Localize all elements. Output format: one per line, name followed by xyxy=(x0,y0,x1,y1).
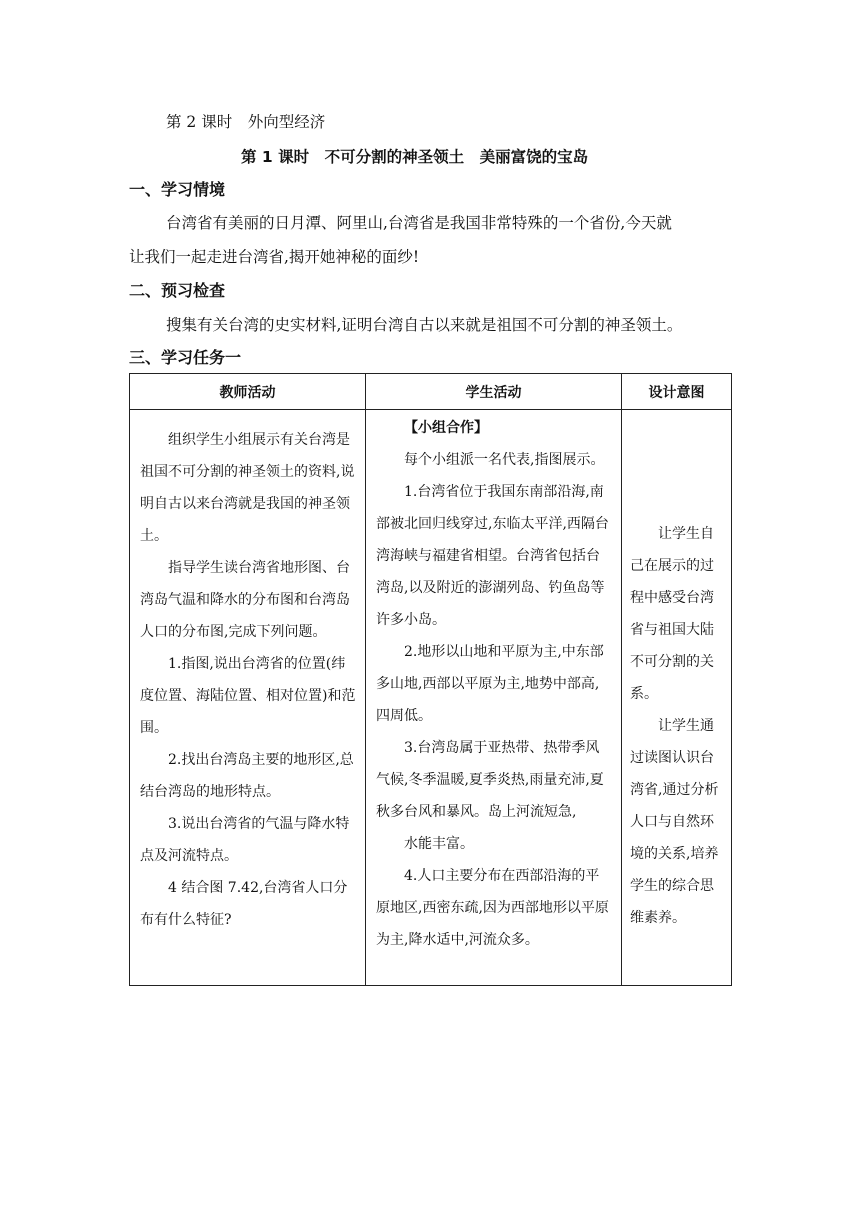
teacher-item: 3.说出台湾省的气温与降水特点及河流特点。 xyxy=(140,816,350,864)
teacher-item: 1.指图,说出台湾省的位置(纬度位置、海陆位置、相对位置)和范围。 xyxy=(140,656,356,736)
table-row xyxy=(130,410,732,986)
student-item: 每个小组派一名代表,指图展示。 xyxy=(404,452,605,468)
section1-paragraph-line2: 让我们一起走进台湾省,揭开她神秘的面纱! xyxy=(129,248,420,266)
student-item: 2.地形以山地和平原为主,中东部多山地,西部以平原为主,地势中部高,四周低。 xyxy=(376,644,604,724)
teacher-item: 2.找出台湾岛主要的地形区,总结台湾岛的地形特点。 xyxy=(140,752,354,800)
top-line: 第 2 课时 外向型经济 xyxy=(166,113,326,131)
teacher-item: 4 结合图 7.42,台湾省人口分布有什么特征? xyxy=(140,880,348,928)
section2-heading: 二、预习检查 xyxy=(129,281,226,300)
teacher-item: 组织学生小组展示有关台湾是祖国不可分割的神圣领土的资料,说明自古以来台湾就是我国的神圣领土。 xyxy=(140,432,355,544)
header-student: 学生活动 xyxy=(366,374,622,410)
teacher-item: 指导学生读台湾省地形图、台湾岛气温和降水的分布图和台湾岛人口的分布图,完成下列问题。 xyxy=(140,560,350,640)
student-item: 1.台湾省位于我国东南部沿海,南部被北回归线穿过,东临太平洋,西隔台湾海峡与福建省相望。台湾省包括台湾岛,以及附近的澎湖列岛、钓鱼岛等许多小岛。 xyxy=(376,484,609,628)
student-item: 4.人口主要分布在西部沿海的平原地区,西密东疏,因为西部地形以平原为主,降水适中,河流众多。 xyxy=(376,868,609,948)
lesson-title: 第 1 课时 不可分割的神圣领土 美丽富饶的宝岛 xyxy=(241,148,589,166)
design-cell xyxy=(622,410,732,986)
student-item: 3.台湾岛属于亚热带、热带季风气候,冬季温暖,夏季炎热,雨量充沛,夏秋多台风和暴风。岛上河流短急, xyxy=(376,740,604,820)
header-design: 设计意图 xyxy=(622,374,732,410)
design-item: 让学生自己在展示的过程中感受台湾省与祖国大陆不可分割的关系。 xyxy=(630,526,714,702)
table-header-row xyxy=(130,374,732,410)
teacher-cell xyxy=(130,410,366,986)
header-teacher: 教师活动 xyxy=(130,374,366,410)
section1-heading: 一、学习情境 xyxy=(129,180,226,199)
section2-paragraph: 搜集有关台湾的史实材料,证明台湾自古以来就是祖国不可分割的神圣领土。 xyxy=(166,316,683,334)
student-cell xyxy=(366,410,622,986)
section3-heading: 三、学习任务一 xyxy=(129,348,242,367)
section1-paragraph-line1: 台湾省有美丽的日月潭、阿里山,台湾省是我国非常特殊的一个省份,今天就 xyxy=(166,214,672,232)
design-item: 让学生通过读图认识台湾省,通过分析人口与自然环境的关系,培养学生的综合思维素养。 xyxy=(630,718,719,926)
activity-table xyxy=(129,373,732,986)
student-item: 水能丰富。 xyxy=(404,836,474,852)
student-tag: 【小组合作】 xyxy=(404,420,488,436)
